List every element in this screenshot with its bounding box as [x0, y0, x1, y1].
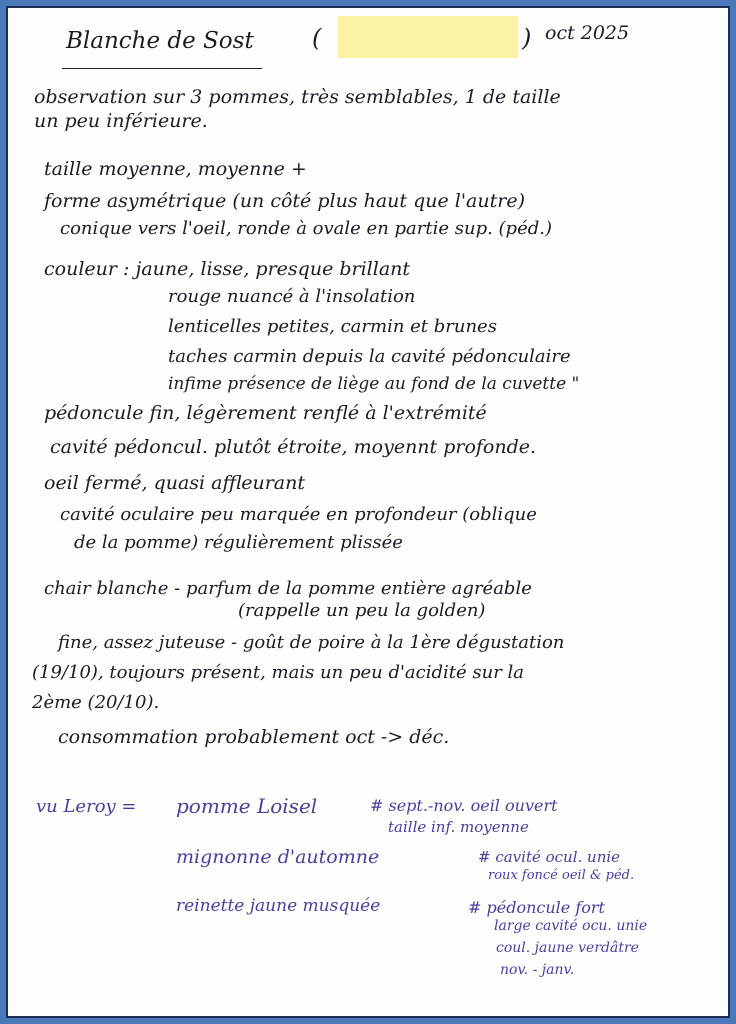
shape-line-2: conique vers l'oeil, ronde à ovale en partie sup. (péd.) [60, 218, 552, 239]
observation-line-2: un peu inférieure. [34, 110, 208, 132]
variety-note: roux foncé oeil & péd. [488, 868, 635, 883]
eye-line: oeil fermé, quasi affleurant [44, 472, 305, 494]
taste-line-2: (19/10), toujours présent, mais un peu d'acidité sur la [32, 662, 525, 683]
observation-line-1: observation sur 3 pommes, très semblables, 1 de taille [34, 86, 561, 108]
flesh-line: chair blanche - parfum de la pomme entière agréable [44, 578, 532, 599]
leroy-label: vu Leroy = [36, 796, 137, 817]
stalk-line: pédoncule fin, légèrement renflé à l'extrémité [44, 402, 487, 424]
page-title: Blanche de Sost [66, 28, 254, 54]
paren-close: ) [522, 24, 532, 52]
color-line-5: infime présence de liège au fond de la cuvette " [168, 374, 580, 394]
color-line-2: rouge nuancé à l'insolation [168, 286, 416, 307]
title-underline [62, 68, 262, 69]
size-line: taille moyenne, moyenne + [44, 158, 307, 180]
variety-name: reinette jaune musquée [176, 896, 381, 916]
taste-line: fine, assez juteuse - goût de poire à la 1ère dégustation [58, 632, 565, 653]
eye-cavity-line: cavité oculaire peu marquée en profondeur (oblique [60, 504, 537, 525]
stalk-cavity-line: cavité pédoncul. plutôt étroite, moyennt profonde. [50, 436, 537, 458]
shape-line: forme asymétrique (un côté plus haut que l'autre) [44, 190, 525, 212]
eye-cavity-line-2: de la pomme) régulièrement plissée [74, 532, 403, 553]
variety-note: nov. - janv. [500, 962, 575, 978]
variety-name: mignonne d'automne [176, 846, 380, 868]
date-text: oct 2025 [545, 22, 630, 44]
redacted-name [338, 16, 518, 58]
paren-open: ( [312, 24, 322, 52]
color-line-4: taches carmin depuis la cavité pédonculaire [168, 346, 571, 367]
variety-note: large cavité ocu. unie [494, 918, 648, 934]
variety-note: # pédoncule fort [468, 898, 605, 917]
variety-name: pomme Loisel [176, 794, 318, 818]
consumption-line: consommation probablement oct -> déc. [58, 726, 450, 748]
variety-note: taille inf. moyenne [388, 818, 529, 836]
variety-note: # cavité ocul. unie [478, 848, 621, 866]
variety-note: # sept.-nov. oeil ouvert [370, 796, 558, 815]
flesh-line-2: (rappelle un peu la golden) [238, 600, 486, 621]
taste-line-3: 2ème (20/10). [32, 692, 160, 713]
color-line-3: lenticelles petites, carmin et brunes [168, 316, 497, 337]
color-line: couleur : jaune, lisse, presque brillant [44, 258, 411, 280]
variety-note: coul. jaune verdâtre [496, 940, 639, 956]
